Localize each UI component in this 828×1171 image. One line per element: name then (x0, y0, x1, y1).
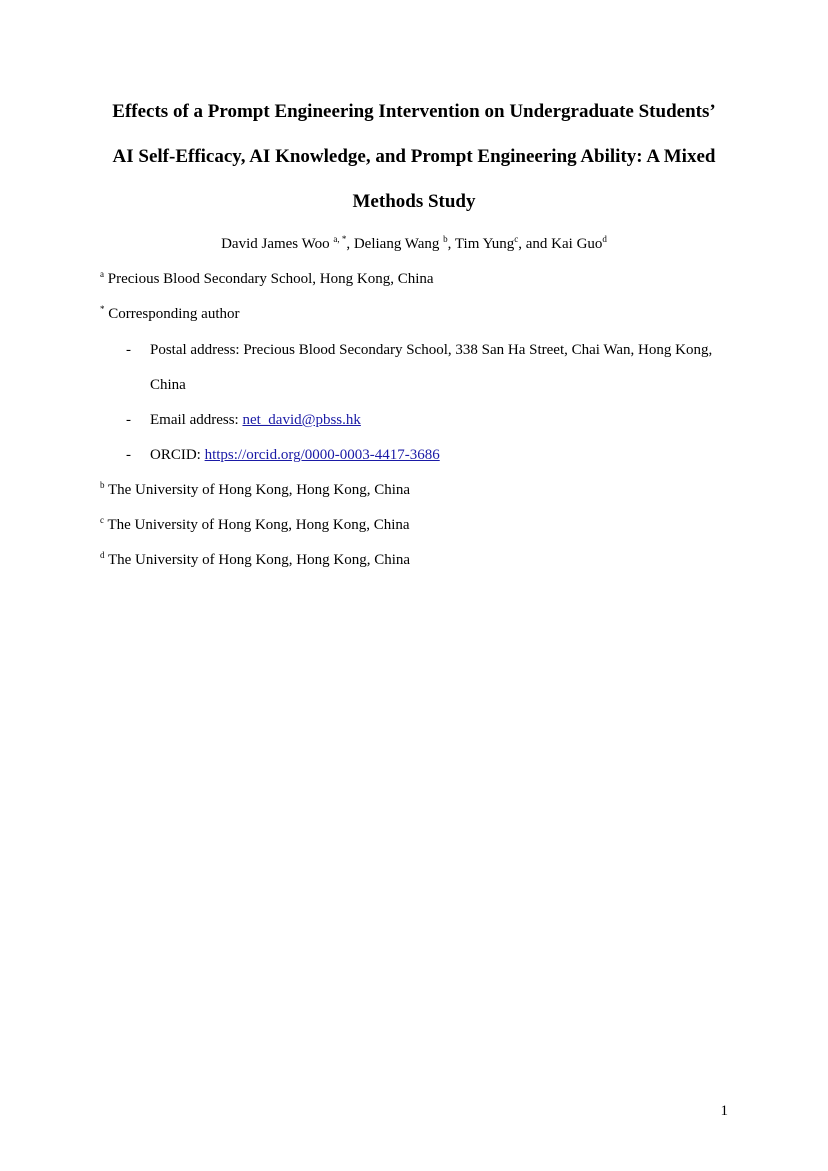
affiliation-text: Precious Blood Secondary School, Hong Kong, China (107, 271, 434, 287)
title-line-3: Methods Study (352, 191, 476, 212)
author-affiliation-marker: b (443, 234, 448, 244)
affiliation-text: The University of Hong Kong, Hong Kong, China (107, 517, 410, 533)
author-affiliation-marker: d (602, 234, 607, 244)
postal-address-continued: China (150, 377, 186, 393)
orcid-link[interactable]: https://orcid.org/0000-0003-4417-3686 (204, 447, 440, 463)
list-bullet: - (126, 412, 131, 428)
postal-address (150, 340, 712, 360)
postal-label: Postal address: (150, 342, 244, 358)
affiliation-marker: d (100, 550, 105, 560)
email-link[interactable]: net_david@pbss.hk (242, 412, 361, 428)
postal-value: Precious Blood Secondary School, 338 San Ha Street, Chai Wan, Hong Kong, (243, 342, 713, 358)
affiliation-marker: a (100, 269, 104, 279)
affiliation-marker: c (100, 515, 104, 525)
author-affiliation-marker: a, * (333, 234, 347, 244)
affiliation-text: The University of Hong Kong, Hong Kong, China (107, 482, 411, 498)
affiliation-b (100, 480, 410, 500)
affiliation-marker: * (100, 304, 105, 314)
affiliation-marker: b (100, 480, 105, 490)
author-name: David James Woo (221, 236, 330, 252)
page-number: 1 (720, 1103, 728, 1119)
title-line-1: Effects of a Prompt Engineering Intervention on Undergraduate Students’ (112, 101, 716, 122)
title-line-2: AI Self-Efficacy, AI Knowledge, and Prompt Engineering Ability: A Mixed (112, 146, 716, 167)
author-separator: , (447, 236, 455, 252)
email-address (150, 410, 361, 430)
author-list (0, 234, 828, 254)
affiliation-text: The University of Hong Kong, Hong Kong, China (107, 552, 411, 568)
author-name: Deliang Wang (353, 236, 440, 252)
list-bullet: - (126, 447, 131, 463)
orcid-label: ORCID: (150, 447, 205, 463)
author-name: Tim Yung (454, 236, 515, 252)
corresponding-author (100, 304, 239, 324)
author-name: Kai Guo (551, 236, 603, 252)
email-label: Email address: (150, 412, 243, 428)
affiliation-d (100, 550, 410, 570)
affiliation-text: Corresponding author (108, 306, 240, 322)
affiliation-a (100, 269, 434, 289)
orcid (150, 445, 440, 465)
author-affiliation-marker: c (514, 234, 519, 244)
list-bullet: - (126, 342, 131, 358)
author-separator: , (346, 236, 354, 252)
affiliation-c (100, 515, 410, 535)
author-separator: , and (518, 236, 552, 252)
